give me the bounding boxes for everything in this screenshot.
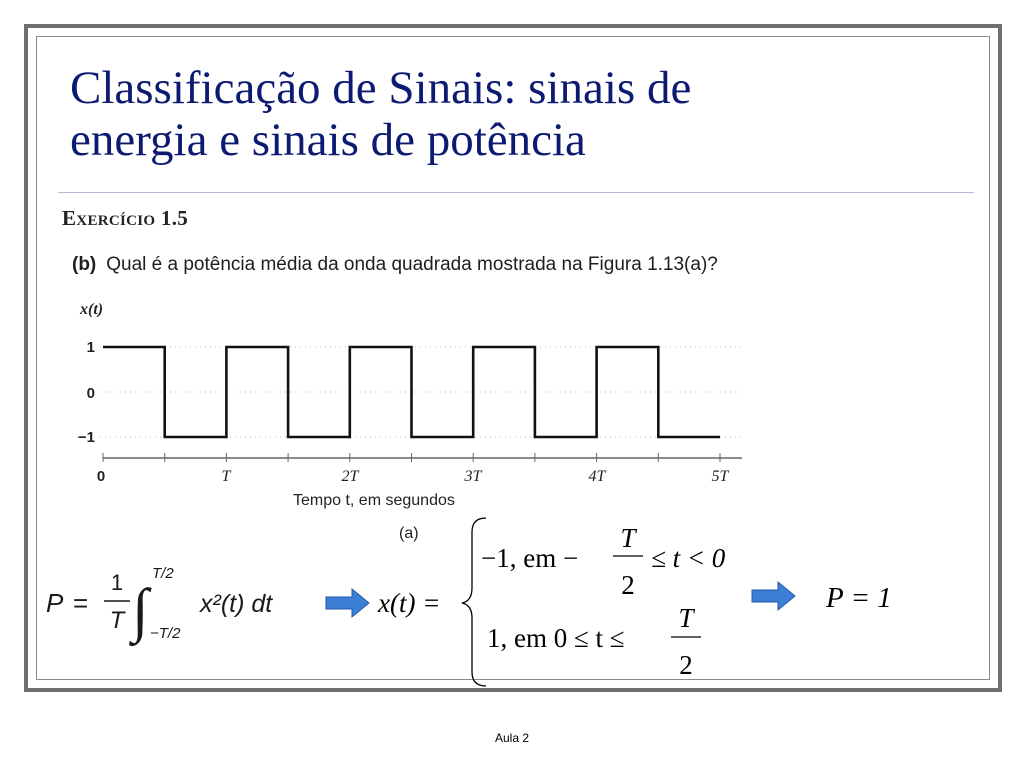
piecewise-lhs: x(t) = (378, 588, 441, 618)
y-axis-label: x(t) (80, 301, 104, 318)
exercise-heading: Exercício 1.5 (62, 206, 189, 230)
piecewise-definition (377, 518, 726, 686)
integral-sign: ∫ (132, 577, 149, 643)
case2-fraction-denominator: 2 (679, 650, 693, 680)
fraction-denominator: T (109, 607, 125, 634)
integrand: x²(t) dt (200, 590, 273, 618)
x-tick-label: 3T (464, 468, 482, 485)
case1-fraction-denominator: 2 (621, 570, 635, 600)
case1-condition: ≤ t < 0 (651, 543, 726, 573)
slide-footer: Aula 2 (494, 731, 530, 745)
y-tick-label: 0 (86, 385, 95, 402)
fraction-numerator: 1 (110, 570, 124, 595)
x-tick-label: T (221, 468, 231, 485)
question-label: (b) (72, 254, 97, 275)
y-tick-label: 1 (86, 339, 95, 356)
case1-value: −1, em − (481, 543, 579, 573)
y-tick-label: −1 (77, 429, 95, 446)
result-equation: P = 1 (826, 582, 892, 614)
x-tick-label: 2T (341, 468, 359, 485)
title-line-1: Classificação de Sinais: sinais de (70, 62, 692, 114)
case1-fraction-numerator: T (620, 523, 636, 553)
case2-text: 1, em 0 ≤ t ≤ (487, 623, 625, 653)
figure-caption: (a) (399, 525, 419, 542)
implies-arrow-icon (752, 582, 795, 610)
title-line-2: energia e sinais de potência (70, 114, 586, 166)
lower-limit: −T/2 (150, 625, 181, 642)
x-tick-label: 4T (588, 468, 606, 485)
x-tick-label: 0 (96, 468, 106, 485)
question-text: Qual é a potência média da onda quadrada mostrada na Figura 1.13(a)? (106, 254, 718, 275)
case2-fraction-numerator: T (678, 603, 694, 633)
power-definition (46, 565, 273, 647)
equals-sign: = (73, 588, 89, 618)
x-axis-label: Tempo t, em segundos (293, 492, 455, 509)
implies-arrow-icon (326, 589, 369, 617)
power-symbol: P (46, 588, 64, 618)
upper-limit: T/2 (152, 565, 174, 582)
x-tick-label: 5T (711, 468, 729, 485)
